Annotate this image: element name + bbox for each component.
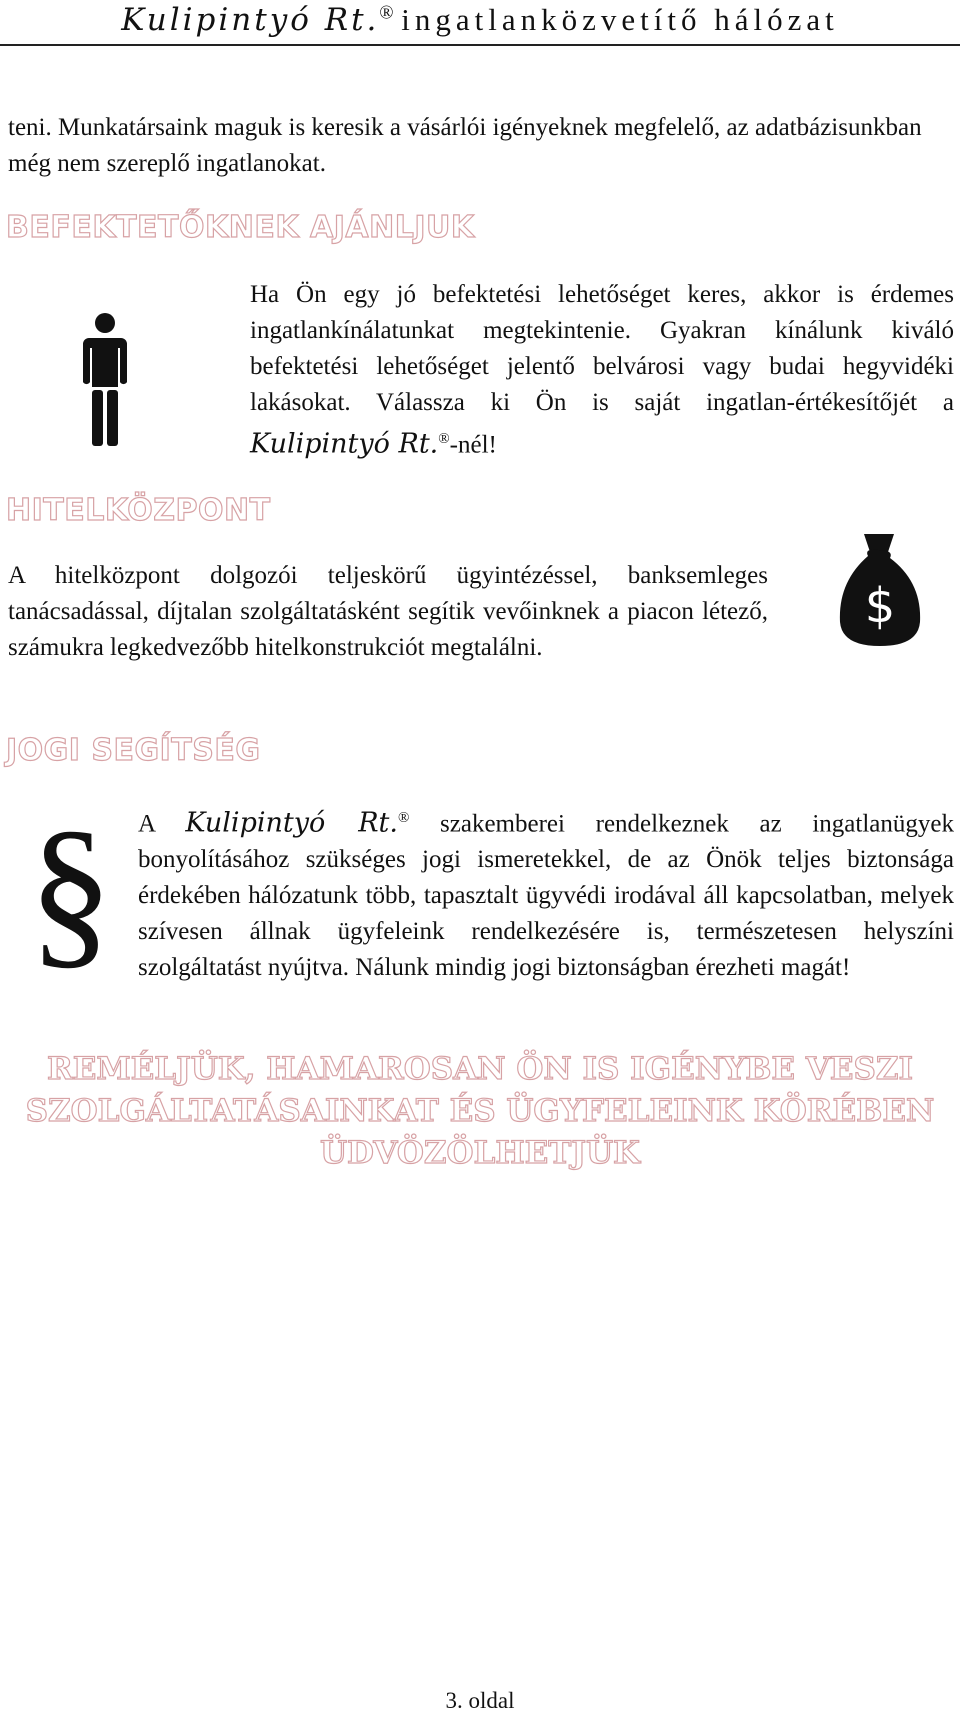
invest-text: Ha Ön egy jó befektetési lehetőséget keres, akkor is érdemes ingatlankínálatunkat megtekintenie. Gyakran kínálunk kiváló befektetési lehetőséget jelentő belvárosi vagy budai hegyvidéki lakásokat. Válassza ki Ön is saját ingatlan-értékesítőjét a bbox=[250, 281, 954, 416]
money-bag-icon bbox=[836, 530, 924, 650]
section-title-legal: JOGI SEGÍTSÉG bbox=[6, 733, 261, 768]
header-subtitle: ingatlanközvetítő hálózat bbox=[401, 2, 839, 37]
invest-registered-mark: ® bbox=[438, 431, 450, 447]
page-number: 3. oldal bbox=[445, 1688, 515, 1713]
person-icon bbox=[80, 312, 130, 446]
section-title-credit: HITELKÖZPONT bbox=[6, 493, 271, 528]
invest-paragraph bbox=[250, 277, 954, 463]
closing-line-3: ÜDVÖZÖLHETJÜK bbox=[320, 1135, 640, 1171]
legal-text-start: A bbox=[138, 810, 186, 838]
closing-line-2: SZOLGÁLTATÁSAINKAT ÉS ÜGYFELEINK KÖRÉBEN bbox=[25, 1093, 935, 1129]
closing-line-1: REMÉLJÜK, HAMAROSAN ÖN IS IGÉNYBE VESZI bbox=[46, 1051, 914, 1087]
credit-paragraph: A hitelközpont dolgozói teljeskörű ügyintézéssel, banksemleges tanácsadással, díjtalan szolgáltatásként segítik vevőinknek a piacon létező, számukra legkedvezőbb hitelkonstrukciót megtalálni. bbox=[8, 562, 768, 661]
closing-message bbox=[0, 1048, 960, 1174]
page-header bbox=[0, 0, 960, 46]
invest-brand: Kulipintyó Rt. bbox=[250, 428, 439, 460]
legal-text: szakemberei rendelkeznek az ingatlanügyek bonyolításához szükséges jogi ismeretekkel, de az Önök teljes biztonsága érdekében hálózatunk több, tapasztalt ügyvédi irodával áll kapcsolatban, melyek szívesen állnak ügyfeleink rendelkezésére is, természetesen helyszíni szolgáltatást nyújtva. Nálunk mindig jogi biztonságban érezheti magát! bbox=[138, 810, 954, 982]
section-title-invest: BEFEKTETŐKNEK AJÁNLJUK bbox=[6, 210, 475, 245]
legal-registered-mark: ® bbox=[397, 810, 410, 826]
header-brand: Kulipintyó Rt. bbox=[121, 2, 380, 38]
legal-brand: Kulipintyó Rt. bbox=[185, 807, 398, 839]
header-registered-mark: ® bbox=[379, 2, 394, 24]
paragraph-section-icon: § bbox=[28, 796, 113, 984]
header-line bbox=[0, 2, 960, 38]
svg-text:$: $ bbox=[864, 578, 896, 634]
invest-text-end: -nél! bbox=[449, 431, 497, 459]
legal-paragraph bbox=[138, 800, 954, 986]
intro-paragraph: teni. Munkatársaink maguk is keresik a vásárlói igényeknek megfelelő, az adatbázisunkban még nem szereplő ingatlanokat. bbox=[8, 114, 922, 177]
